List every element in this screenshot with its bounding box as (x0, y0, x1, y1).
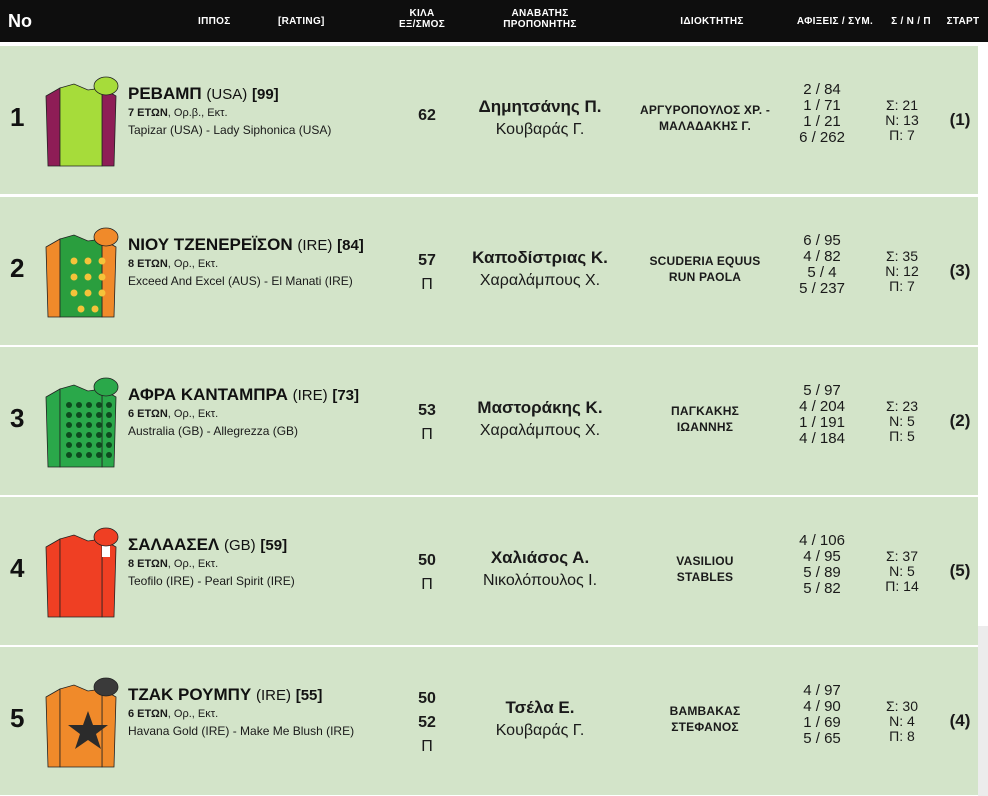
jockey-name: Χαλιάσος Α. (490, 548, 590, 567)
runner-row (0, 347, 978, 495)
owner-cell (630, 102, 780, 134)
horse-origin: (IRE) (297, 237, 333, 254)
horse-origin: (IRE) (255, 687, 291, 704)
silk-spot (66, 412, 72, 418)
owner-line: ΑΡΓΥΡΟΠΟΥΛΟΣ ΧΡ. - (639, 103, 771, 117)
weight-value: 50 (418, 552, 436, 569)
snp-line: Ν: 13 (885, 112, 919, 128)
horse-name: ΝΙΟΥ ΤΖΕΝΕΡΕΪΣΟΝ (128, 235, 293, 254)
owner-line: ΒΑΜΒΑΚΑΣ (669, 704, 741, 718)
weight-cell (405, 549, 449, 597)
starts-line: 4 / 90 (803, 698, 841, 715)
owner-line: SCUDERIA EQUUS (649, 254, 761, 268)
weight-value: 52 (418, 714, 436, 731)
starts-cell (790, 683, 854, 747)
header-starts: ΑΦΙΞΕΙΣ / ΣΥΜ. (796, 16, 874, 27)
runner-row (0, 497, 978, 645)
weight-cell (405, 104, 449, 128)
horse-name-line (128, 385, 408, 406)
silk-cap (94, 528, 118, 546)
header-start: ΣΤΑΡΤ (946, 16, 980, 27)
snp-line: Π: 8 (889, 728, 915, 744)
horse-details: , Ορ., Εκτ. (167, 258, 219, 270)
jockey-silks (36, 70, 126, 170)
horse-rating: [99] (251, 86, 279, 103)
silk-spot (86, 432, 92, 438)
silk-spot (85, 258, 92, 265)
runner-row (0, 46, 978, 194)
horse-rating: [55] (295, 687, 323, 704)
snp-cell (880, 699, 924, 744)
horse-origin: (USA) (206, 86, 248, 103)
starts-line: 4 / 97 (803, 682, 841, 699)
silk-spot (76, 412, 82, 418)
horse-pedigree: Teofilo (IRE) - Pearl Spirit (IRE) (128, 574, 295, 588)
header-weight-line1: ΚΙΛΑ (409, 8, 435, 19)
horse-age-line (128, 257, 408, 271)
snp-line: Ν: 12 (885, 263, 919, 279)
header-weight (392, 8, 452, 30)
silk-image (36, 521, 126, 621)
jockey-name: Καποδίστριας Κ. (472, 248, 608, 267)
owner-cell (630, 553, 780, 585)
silk-cap (94, 228, 118, 246)
trainer-name: Κουβαράς Γ. (495, 722, 585, 739)
silk-body (60, 235, 102, 317)
silk-spot (86, 442, 92, 448)
weight-value: 53 (418, 402, 436, 419)
starts-line: 5 / 82 (803, 580, 841, 597)
snp-line: Ν: 5 (889, 563, 915, 579)
silk-spot (76, 442, 82, 448)
silk-spot (86, 412, 92, 418)
jockey-silks (36, 371, 126, 471)
jockey-trainer-cell (460, 697, 620, 743)
weight-value: Π (421, 576, 433, 593)
jockey-trainer-cell (460, 96, 620, 142)
owner-line: ΜΑΛΑΔΑΚΗΣ Γ. (658, 119, 752, 133)
horse-age: 8 ΕΤΩΝ (128, 558, 168, 570)
snp-line: Π: 7 (889, 127, 915, 143)
horse-info (128, 535, 408, 589)
horse-name: ΤΖΑΚ ΡΟΥΜΠΥ (128, 685, 252, 704)
trainer-name: Χαραλάμπους Χ. (479, 272, 601, 289)
header-owner: ΙΔΙΟΚΤΗΤΗΣ (680, 16, 744, 27)
silk-spot (99, 258, 106, 265)
snp-line: Π: 14 (885, 578, 919, 594)
starts-line: 1 / 191 (799, 414, 845, 431)
start-position: (2) (949, 411, 971, 430)
starts-line: 2 / 84 (803, 81, 841, 98)
horse-rating: [59] (260, 537, 288, 554)
snp-cell (880, 249, 924, 294)
owner-line: VASILIOU (676, 554, 734, 568)
weight-cell (405, 249, 449, 297)
silk-spot (66, 402, 72, 408)
silk-sleeve-right (102, 689, 116, 767)
starts-line: 4 / 106 (799, 532, 845, 549)
header-rating: [RATING] (278, 16, 325, 27)
starts-line: 6 / 95 (803, 232, 841, 249)
silk-sleeve-left (46, 239, 60, 317)
table-header (0, 0, 988, 42)
header-jockey-line1: ΑΝΑΒΑΤΗΣ (511, 8, 569, 19)
runner-number: 2 (10, 253, 25, 283)
starts-cell (790, 233, 854, 297)
runner-row (0, 197, 978, 345)
snp-line: Σ: 30 (885, 698, 918, 714)
weight-value: 50 (418, 690, 436, 707)
snp-line: Ν: 5 (889, 413, 915, 429)
starts-line: 4 / 95 (803, 548, 841, 565)
horse-details: , Ορ., Εκτ. (167, 708, 219, 720)
silk-cap (94, 77, 118, 95)
silk-sleeve-right (102, 88, 116, 166)
start-position: (4) (949, 711, 971, 730)
silk-spot (96, 412, 102, 418)
owner-line: ΙΩΑΝΝΗΣ (676, 420, 734, 434)
horse-origin: (GB) (224, 537, 256, 554)
starts-line: 5 / 65 (803, 730, 841, 747)
silk-spot (86, 422, 92, 428)
header-snp: Σ / Ν / Π (891, 16, 931, 27)
silk-image (36, 221, 126, 321)
starts-line: 4 / 184 (799, 430, 845, 447)
horse-name-line (128, 685, 408, 706)
header-weight-line2: ΕΞ/ΣΜΟΣ (398, 19, 446, 30)
snp-line: Σ: 37 (885, 548, 918, 564)
starts-line: 1 / 71 (803, 97, 841, 114)
weight-cell (405, 687, 449, 759)
starts-line: 5 / 237 (799, 280, 845, 297)
snp-line: Ν: 4 (889, 713, 915, 729)
silk-spot (106, 452, 112, 458)
jockey-trainer-cell (460, 247, 620, 293)
jockey-name: Δημητσάνης Π. (478, 97, 602, 116)
jockey-trainer-cell (460, 397, 620, 443)
silk-spot (71, 290, 78, 297)
silk-spot (85, 290, 92, 297)
horse-pedigree: Tapizar (USA) - Lady Siphonica (USA) (128, 123, 332, 137)
starts-line: 5 / 89 (803, 564, 841, 581)
silk-sleeve-left (46, 539, 60, 617)
jockey-silks (36, 521, 126, 621)
silk-spot (106, 412, 112, 418)
trainer-name: Χαραλάμπους Χ. (479, 422, 601, 439)
starts-line: 5 / 4 (807, 264, 837, 281)
weight-value: 62 (418, 107, 436, 124)
silk-spot (106, 442, 112, 448)
horse-origin: (IRE) (292, 387, 328, 404)
silk-spot (106, 422, 112, 428)
silk-spot (96, 432, 102, 438)
silk-sleeve-left (46, 389, 60, 467)
runner-number: 5 (10, 703, 25, 733)
header-jockey-line2: ΠΡΟΠΟΝΗΤΗΣ (503, 19, 577, 30)
horse-pedigree: Exceed And Excel (AUS) - El Manati (IRE) (128, 274, 353, 288)
silk-spot (66, 442, 72, 448)
silk-image (36, 70, 126, 170)
start-position: (1) (949, 110, 971, 129)
weight-value: Π (421, 276, 433, 293)
silk-spot (71, 258, 78, 265)
silk-sleeve-left (46, 88, 60, 166)
snp-line: Σ: 21 (885, 97, 918, 113)
horse-age-line (128, 707, 408, 721)
silk-spot (106, 402, 112, 408)
silk-spot (99, 274, 106, 281)
starts-cell (790, 82, 854, 146)
horse-rating: [84] (337, 237, 364, 254)
snp-line: Π: 7 (889, 278, 915, 294)
jockey-silks (36, 671, 126, 771)
trainer-name: Νικολόπουλος Ι. (482, 572, 598, 589)
horse-age: 7 ΕΤΩΝ (128, 107, 168, 119)
owner-line: ΠΑΓΚΑΚΗΣ (670, 404, 739, 418)
start-position: (5) (949, 561, 971, 580)
horse-pedigree: Australia (GB) - Allegrezza (GB) (128, 424, 299, 438)
silk-body (60, 84, 102, 166)
jockey-name: Τσέλα Ε. (505, 698, 575, 717)
header-no: No (8, 11, 32, 31)
horse-info (128, 685, 408, 739)
silk-spot (78, 306, 85, 313)
silk-spot (66, 452, 72, 458)
silk-spot (85, 274, 92, 281)
silk-image (36, 671, 126, 771)
silk-spot (66, 422, 72, 428)
horse-details: , Ορ., Εκτ. (167, 408, 219, 420)
silk-spot (86, 452, 92, 458)
silk-spot (106, 432, 112, 438)
horse-name-line (128, 84, 408, 105)
silk-spot (96, 452, 102, 458)
runner-number: 3 (10, 403, 25, 433)
owner-line: STABLES (676, 570, 734, 584)
silk-cap (94, 378, 118, 396)
silk-sleeve-left (46, 689, 60, 767)
snp-line: Σ: 23 (885, 398, 918, 414)
silk-spot (92, 306, 99, 313)
horse-name-line (128, 535, 408, 556)
starts-line: 4 / 82 (803, 248, 841, 265)
horse-details: , Ορ.β., Εκτ. (167, 107, 228, 119)
snp-line: Π: 5 (889, 428, 915, 444)
starts-line: 1 / 69 (803, 714, 841, 731)
scroll-edge (978, 626, 988, 796)
horse-info (128, 235, 408, 289)
horse-rating: [73] (332, 387, 360, 404)
horse-age: 8 ΕΤΩΝ (128, 258, 168, 270)
snp-cell (880, 399, 924, 444)
jockey-name: Μαστοράκης Κ. (477, 398, 603, 417)
horse-pedigree: Havana Gold (IRE) - Make Me Blush (IRE) (128, 724, 355, 738)
horse-name: ΣΑΛΑΑΣΕΛ (128, 535, 220, 554)
starts-line: 5 / 97 (803, 382, 841, 399)
silk-image (36, 371, 126, 471)
horse-age-line (128, 557, 408, 571)
silk-body (60, 535, 102, 617)
horse-details: , Ορ., Εκτ. (167, 558, 219, 570)
horse-age: 6 ΕΤΩΝ (128, 708, 168, 720)
horse-age: 6 ΕΤΩΝ (128, 408, 168, 420)
silk-spot (96, 442, 102, 448)
silk-spot (66, 432, 72, 438)
starts-line: 6 / 262 (799, 129, 845, 146)
starts-line: 1 / 21 (803, 113, 841, 130)
jockey-trainer-cell (460, 547, 620, 593)
snp-line: Σ: 35 (885, 248, 918, 264)
silk-spot (76, 452, 82, 458)
silk-cap (94, 678, 118, 696)
silk-spot (99, 290, 106, 297)
owner-line: RUN PAOLA (668, 270, 742, 284)
runner-number: 4 (10, 553, 25, 583)
trainer-name: Κουβαράς Γ. (495, 121, 585, 138)
horse-info (128, 385, 408, 439)
owner-cell (630, 403, 780, 435)
weight-value: Π (421, 738, 433, 755)
owner-cell (630, 253, 780, 285)
runner-number: 1 (10, 102, 25, 132)
silk-spot (96, 402, 102, 408)
owner-cell (630, 703, 780, 735)
silk-spot (76, 402, 82, 408)
owner-line: ΣΤΕΦΑΝΟΣ (671, 720, 739, 734)
silk-spot (76, 422, 82, 428)
weight-value: Π (421, 426, 433, 443)
weight-cell (405, 399, 449, 447)
jockey-silks (36, 221, 126, 321)
horse-name: ΑΦΡΑ ΚΑΝΤΑΜΠΡΑ (128, 385, 288, 404)
horse-age-line (128, 407, 408, 421)
header-horse: ΙΠΠΟΣ (198, 16, 231, 27)
starts-cell (790, 383, 854, 447)
silk-spot (71, 274, 78, 281)
starts-line: 4 / 204 (799, 398, 845, 415)
starts-cell (790, 533, 854, 597)
snp-cell (880, 549, 924, 594)
silk-spot (96, 422, 102, 428)
start-position: (3) (949, 261, 971, 280)
silk-spot (76, 432, 82, 438)
snp-cell (880, 98, 924, 143)
silk-spot (86, 402, 92, 408)
header-jockey (485, 8, 595, 30)
weight-value: 57 (418, 252, 436, 269)
horse-name-line (128, 235, 408, 256)
horse-info (128, 84, 408, 138)
horse-age-line (128, 106, 408, 120)
horse-name: ΡΕΒΑΜΠ (128, 84, 202, 103)
runner-row (0, 647, 978, 795)
